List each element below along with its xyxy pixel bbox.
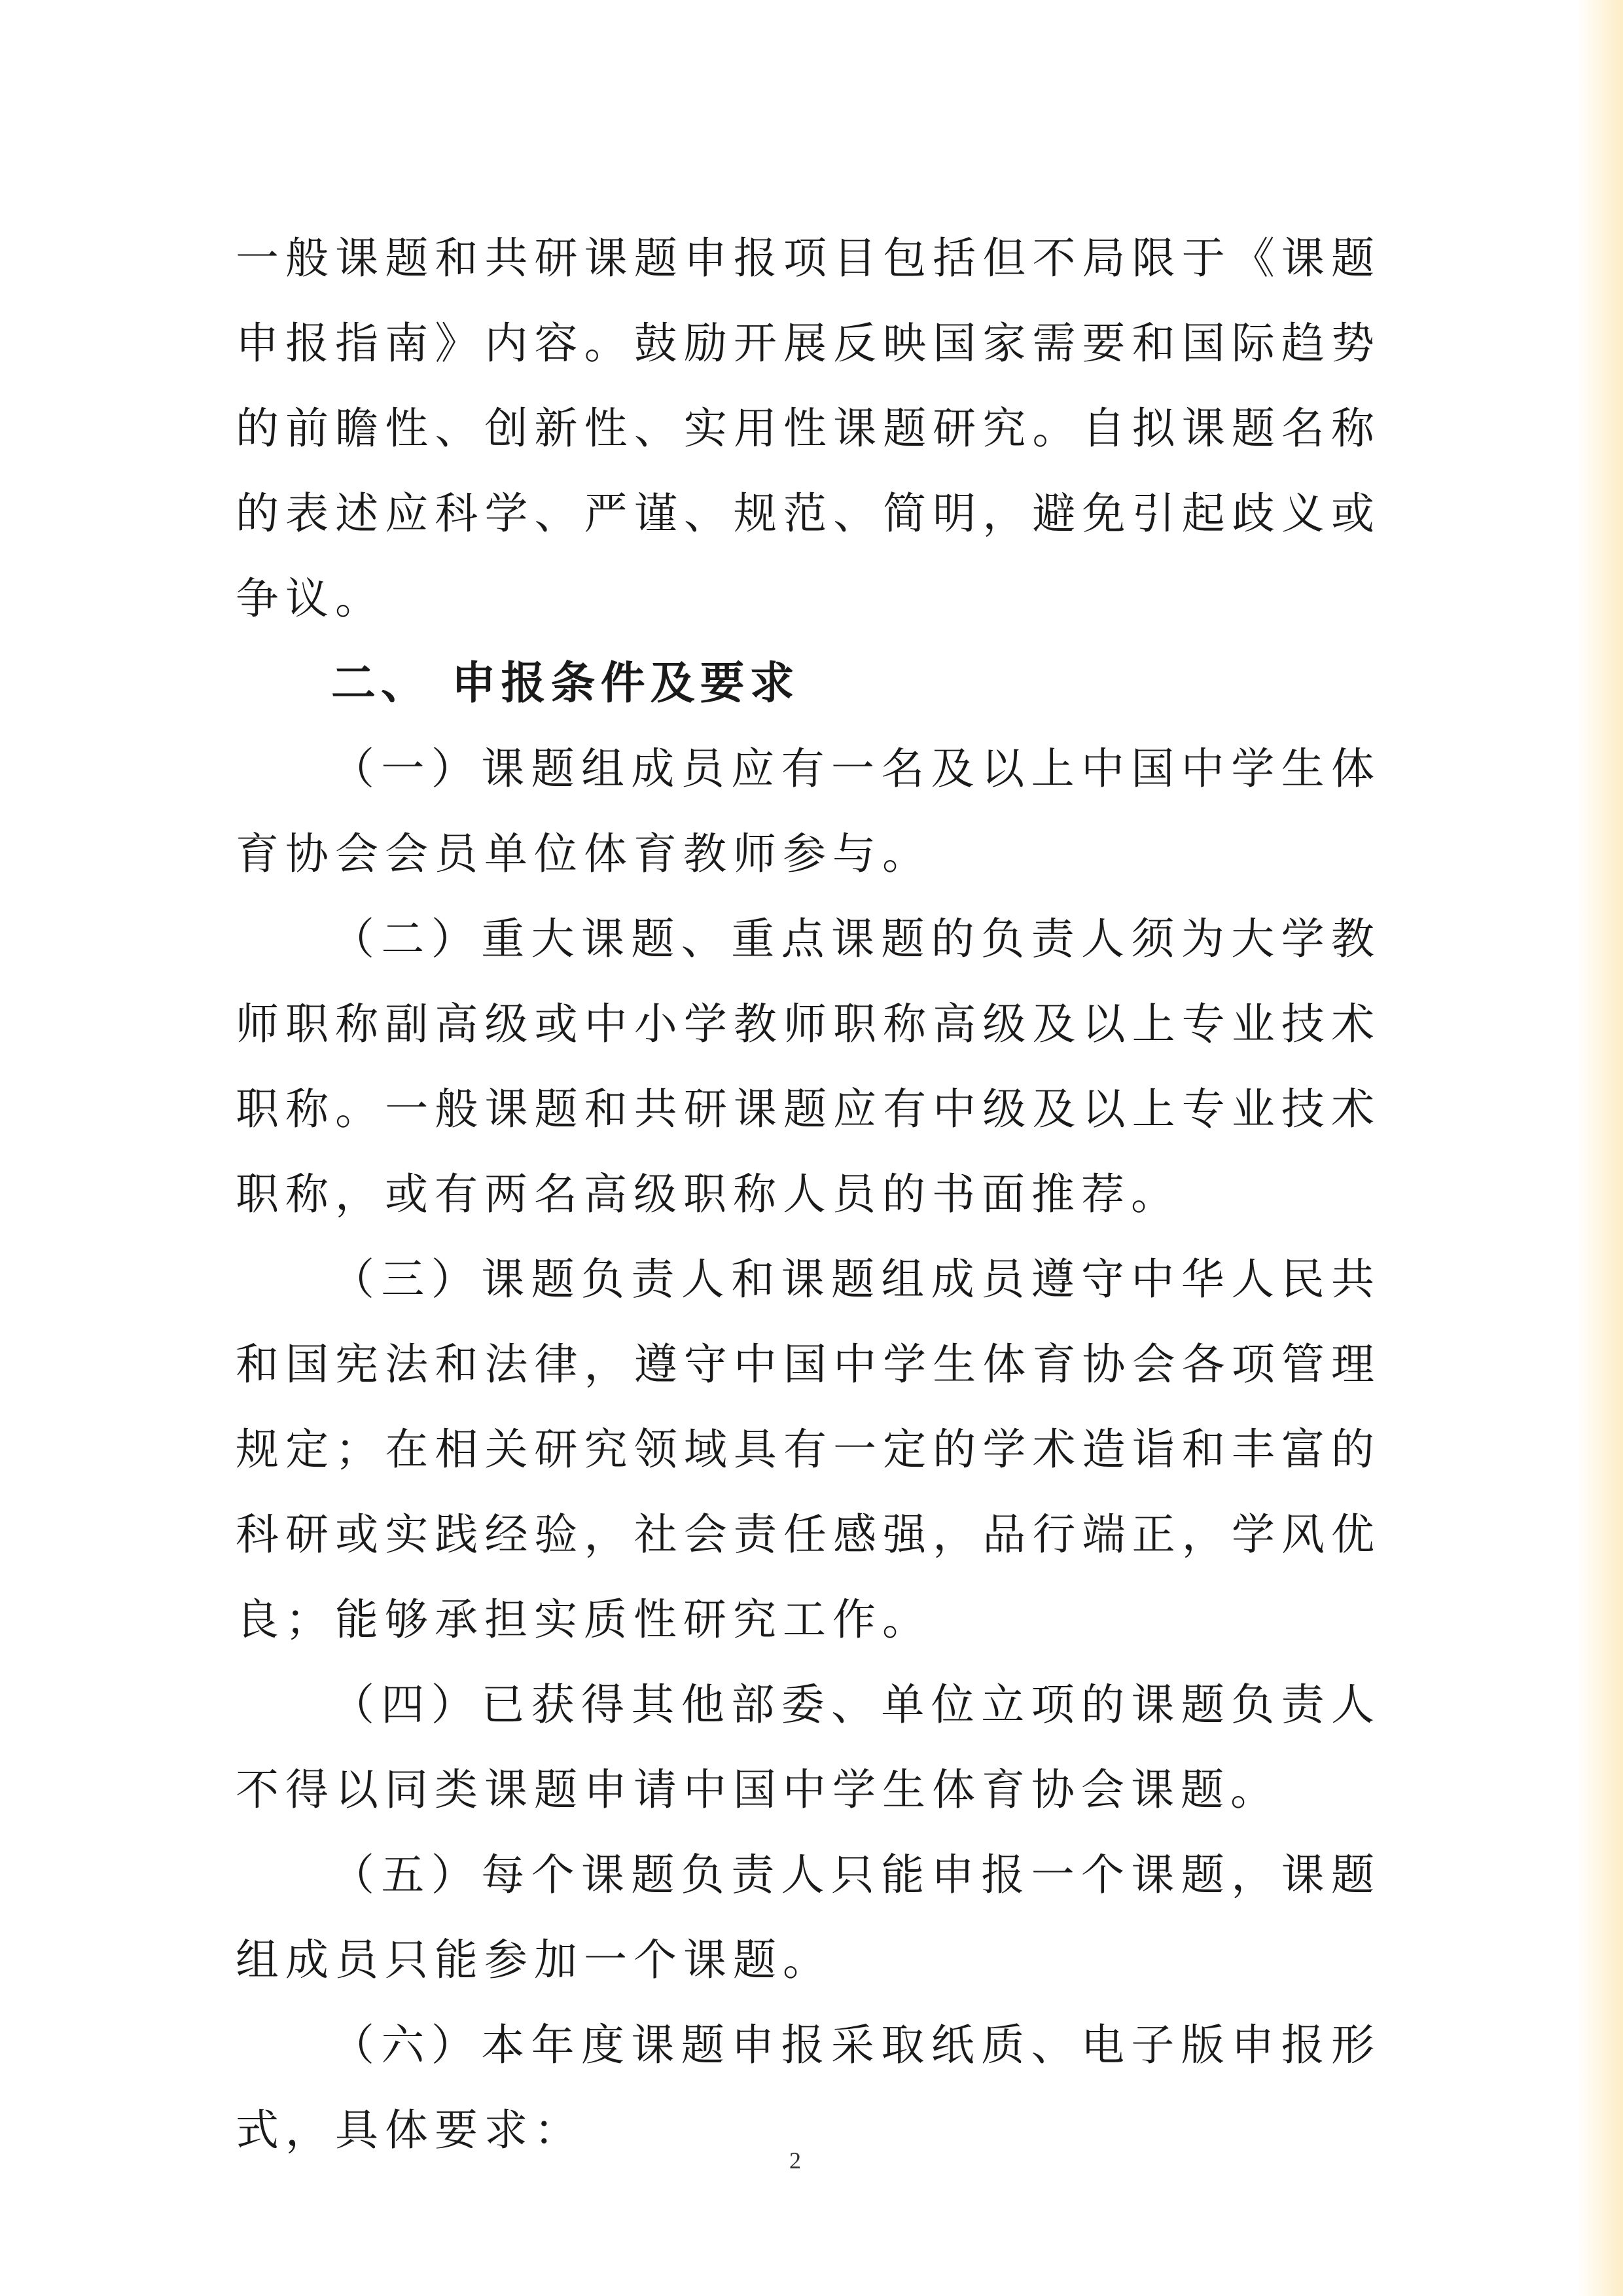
requirement-item-6: （六）本年度课题申报采取纸质、电子版申报形式，具体要求： [236,2020,1381,2155]
scan-page-edge [1577,0,1623,2296]
page-number: 2 [789,2147,801,2174]
requirement-item-5: （五）每个课题负责人只能申报一个课题，课题组成员只能参加一个课题。 [236,1850,1381,1985]
requirement-item-4: （四）已获得其他部委、单位立项的课题负责人不得以同类课题申请中国中学生体育协会课题。 [236,1679,1381,1815]
requirement-item-1: （一）课题组成员应有一名及以上中国中学生体育协会会员单位体育教师参与。 [236,744,1381,879]
intro-paragraph: 一般课题和共研课题申报项目包括但不局限于《课题申报指南》内容。鼓励开展反映国家需要和国际趋势的前瞻性、创新性、实用性课题研究。自拟课题名称的表述应科学、严谨、规范、简明，避免引起歧义或争议。 [236,233,1381,624]
requirement-item-2: （二）重大课题、重点课题的负责人须为大学教师职称副高级或中小学教师职称高级及以上专业技术职称。一般课题和共研课题应有中级及以上专业技术职称，或有两名高级职称人员的书面推荐。 [236,914,1381,1219]
document-body [236,216,1381,2173]
section-heading: 二、 申报条件及要求 [331,658,800,709]
requirement-item-3: （三）课题负责人和课题组成员遵守中华人民共和国宪法和法律，遵守中国中学生体育协会各项管理规定；在相关研究领域具有一定的学术造诣和丰富的科研或实践经验，社会责任感强，品行端正，学风优良；能够承担实质性研究工作。 [236,1254,1381,1645]
